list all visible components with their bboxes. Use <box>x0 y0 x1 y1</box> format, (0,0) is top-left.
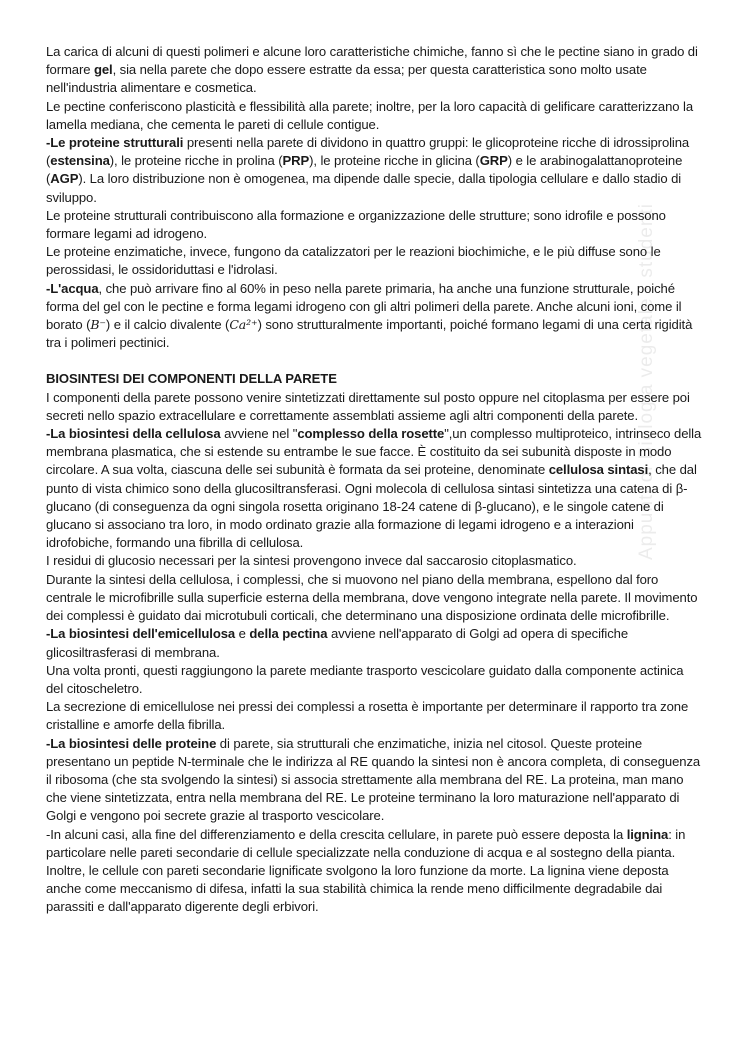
formula-calcio: Ca²⁺ <box>229 317 258 333</box>
paragraph-cellulosa: -La biosintesi della cellulosa avviene nel "complesso della rosette",un complesso multiproteico, intrinseco della membrana plasmatica, che si estende su entrambe le sue facce. È costituito da sei subunità disposte in modo circolare. A sua volta, ciascuna delle sei subunità è formata da sei proteine, denominate cellulosa sintasi, che dal punto di vista chimico sono della glucosiltransferasi. Ogni molecola di cellulosa sintasi sintetizza una catena di β-glucano (di conseguenza da ogni singola rosetta originano 18-24 catene di β-glucano), e le singole catene di glucano si associano tra loro, in modo ordinato grazie alla formazione di legami idrogeno e a interazioni idrofobiche, formando una fibrilla di cellulosa. <box>46 426 702 551</box>
section-heading: BIOSINTESI DEI COMPONENTI DELLA PARETE <box>46 371 337 387</box>
watermark: Appunti di Biologia vegetale - studenti <box>636 203 657 560</box>
paragraph-componenti: I componenti della parete possono venire sintetizzati direttamente sul posto oppure nel citoplasma per essere poi secreti nello spazio extracellulare e correttamente assemblati assieme agli altri componenti della parete. <box>46 389 690 423</box>
paragraph-microfibrille: Durante la sintesi della cellulosa, i complessi, che si muovono nel piano della membrana, espellono dal foro centrale le microfibrille sulla superficie esterna della membrana, dove vengono integrate nella parete. Il movimento dei complessi è guidato dai microtubuli corticali, che determinano una disposizione ordinata delle microfibrille. <box>46 571 698 624</box>
formula-borato: B⁻ <box>90 317 106 333</box>
paragraph-enzimatiche: Le proteine enzimatiche, invece, fungono da catalizzatori per le reazioni biochimiche, e le più diffuse sono le perossidasi, le ossidoriduttasi e l'idrolasi. <box>46 244 661 278</box>
paragraph-secrezione: La secrezione di emicellulose nei pressi dei complessi a rosetta è importante per determinare il rapporto tra zone cristalline e amorfe della fibrilla. <box>46 699 689 733</box>
paragraph-gel: La carica di alcuni di questi polimeri e alcune loro caratteristiche chimiche, fanno sì che le pectine siano in grado di formare gel, sia nella parete che dopo essere estratte da essa; per questa caratteristica sono molto usate nell'industria alimentare e cosmetica. <box>46 44 698 96</box>
paragraph-trasporto: Una volta pronti, questi raggiungono la parete mediante trasporto vescicolare guidato dalla componente actinica del citoscheletro. <box>46 662 684 696</box>
paragraph-strutture: Le proteine strutturali contribuiscono alla formazione e organizzazione delle strutture; sono idrofile e possono formare legami ad idrogeno. <box>46 207 666 242</box>
paragraph-pectine: Le pectine conferiscono plasticità e flessibilità alla parete; inoltre, per la loro capacità di gelificare caratterizzano la lamella mediana, che cementa le pareti di cellule contigue. <box>46 98 694 132</box>
document-page <box>46 43 702 917</box>
paragraph-proteine-strutturali: -Le proteine strutturali presenti nella parete di dividono in quattro gruppi: le glicoproteine ricche di idrossiprolina (estensina), le proteine ricche in prolina (PRP), le proteine ricche in glicina (GRP) e le arabinogalattanoproteine (AGP). La loro distribuzione non è omogenea, ma dipende dalle specie, dalla tipologia cellulare e dallo stadio di sviluppo. <box>46 135 690 205</box>
paragraph-acqua: -L'acqua, che può arrivare fino al 60% in peso nella parete primaria, ha anche una funzione strutturale, poiché forma del gel con le pectine e forma legami idrogeno con gli altri polimeri della parete. Anche alcuni ioni, come il borato (B⁻) e il calcio divalente (Ca²⁺) sono strutturalmente importanti, poiché formano legami di una certa rigidità tra i polimeri pectinici. <box>46 280 693 351</box>
paragraph-proteine-biosintesi: -La biosintesi delle proteine di parete, sia strutturali che enzimatiche, inizia nel citosol. Queste proteine presentano un peptide N-terminale che le indirizza al RE quando la sintesi non è ancora completa, di conseguenza il ribosoma (che sta svolgendo la sintesi) si associa strettamente alla membrana del RE. La proteina, man mano che viene sintetizzata, entra nella membrana del RE. Le proteine terminano la loro maturazione nell'apparato di Golgi e vengono poi secrete grazie al trasporto vescicolare. <box>46 735 701 824</box>
paragraph-lignina: -In alcuni casi, alla fine del differenziamento e della crescita cellulare, in parete può essere deposta la lignina: in particolare nelle pareti secondarie di cellule specializzate nella conduzione di acqua e al sostegno della pianta. Inoltre, le cellule con pareti secondarie lignificate svolgono la loro funzione da morte. La lignina viene deposta anche come meccanismo di difesa, infatti la sua stabilità chimica la rende meno difficilmente degradabile dai parassiti e dall'apparato digerente degli erbivori. <box>46 826 686 915</box>
paragraph-glucosio: I residui di glucosio necessari per la sintesi provengono invece dal saccarosio citoplasmatico. <box>46 553 577 569</box>
paragraph-emicellulosa: -La biosintesi dell'emicellulosa e della pectina avviene nell'apparato di Golgi ad opera di specifiche glicosiltrasferasi di membrana. <box>46 626 629 660</box>
